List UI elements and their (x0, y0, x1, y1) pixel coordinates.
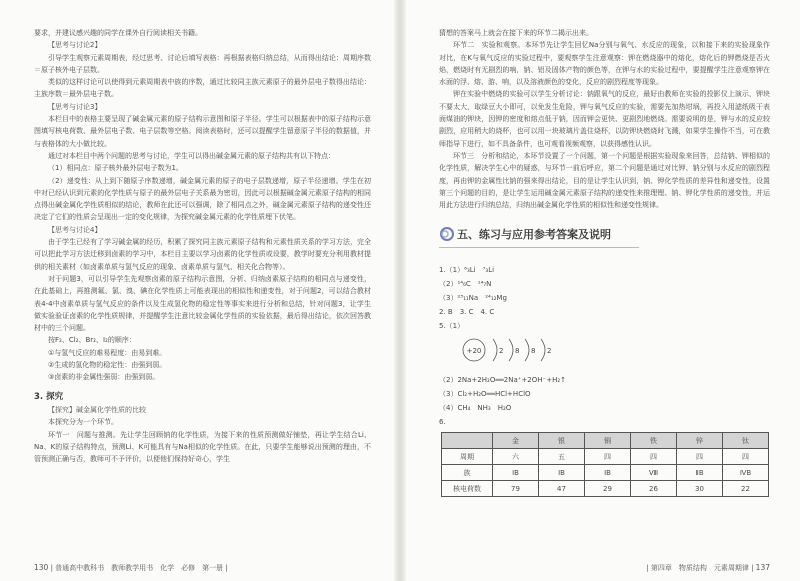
answers (439, 263, 770, 429)
atom-shell-3: 8 (531, 347, 536, 356)
paragraph: 通过对本栏目中两个问题的思考与讨论，学生可以得出碱金属元素的原子结构共有以下特点： (48, 151, 335, 160)
table-row (442, 481, 769, 497)
table-cell: 47 (539, 481, 585, 497)
table-cell: 30 (677, 481, 723, 497)
atom-structure-diagram (459, 335, 569, 365)
left-footer-text: | 普通高中教科书 教师教学用书 化学 必修 第一册 | (50, 564, 228, 572)
page-number-right: 137 (755, 563, 770, 572)
table-cell: Ⅷ (631, 465, 677, 481)
atom-nucleus-label: +20 (466, 347, 482, 356)
table-header-cell: 银 (539, 433, 585, 449)
page-number-left: 130 (34, 563, 49, 572)
paragraph: 引导学生观察元素周期表，经过思考、讨论后填写表格：再根据表格归纳总结，从而得出结论：周期序数＝原子核外电子层数。 (34, 53, 371, 74)
table-cell: ⅡB (677, 465, 723, 481)
paragraph: （1）相同点：原子核外最外层电子数为1。 (48, 164, 183, 173)
element-table-header (442, 433, 769, 449)
paragraph: 本栏目中的表格主要呈现了碱金属元素的原子结构示意图和原子半径。学生可以根据表中的原子结构示意图填写核电荷数、最外层电子数、电子层数等空格。阅读表格时，还可以提醒学生留意原子半径的数据值，并与表格体的大小做比较。 (34, 115, 371, 148)
right-page (403, 0, 800, 581)
paragraph: ③卤素的非金属性强弱：由强到弱。 (48, 373, 160, 382)
subheading: 【思考与讨论2】 (48, 41, 102, 50)
table-header-cell: 铜 (585, 433, 631, 449)
answer-1-2: （2）¹⁴₆C ¹⁴₇N (439, 280, 492, 289)
answer-1-3: （3）²³₁₁Na ²⁴₁₂Mg (439, 294, 507, 303)
section-swirl-icon (439, 227, 455, 241)
atom-shell-4: 2 (547, 347, 552, 356)
paragraph: 由于学生已经有了学习碱金属的经历，积累了探究同主族元素原子结构和元素性质关系的学习方法，完全可以把此学习方法迁移到卤素的学习中，本栏目主要以学习卤素的化学性质或设要，教学时要充分利用教材提供的相关素材（如卤素单质与氢气反应的现象、卤素单质与氢气、相关化合物等）。 (34, 238, 371, 271)
table-row (442, 449, 769, 465)
section-rule (439, 247, 639, 248)
table-cell: ⅠB (585, 465, 631, 481)
table-cell: ⅣB (723, 465, 769, 481)
answer-5-2: （2）2Na+2H₂O══2Na⁺+2OH⁻+H₂↑ (439, 376, 567, 385)
table-cell: 29 (585, 481, 631, 497)
answer-1-1: 1.（1）⁶₃Li ⁷₃Li (439, 266, 495, 275)
answer-6: 6. (439, 418, 446, 427)
subheading: 【思考与讨论3】 (48, 102, 102, 111)
left-page-body (34, 27, 371, 465)
paragraph: 环节一 问题与推测。先让学生回顾钠的化学性质，为接下来的性质预测做好铺垫，再让学生结合Li、Na、K的原子结构特点，预测Li、K可能具有与Na相似的化学性质。在此，只要学生能够说出预测的理由，不管预测正确与否，教师可不予评价，以便他们保持好奇心，学生 (34, 430, 371, 464)
paragraph: 猜想的答案马上就会在接下来的环节二揭示出来。 (439, 29, 593, 37)
table-cell: 核电荷数 (442, 481, 493, 497)
paragraph: 钾在实验中燃烧的实验可以学生分析讨论：钠跟氧气的反应，最好由教师在实验的投影仪上演示，钾块不要太大，取绿豆大小即可，以免发生危险，钾与氧气反应的实验，需要先加热坩埚，再投入用滤纸吸干表面煤油的钾块，因钾的密度和熔点低于钠，因而钾会更快、更剧烈地燃烧。需要说明的是，钾与水的反应较剧烈，应用稍大的烧杯，也可以用一块玻璃片盖住烧杯，以防钾块燃烧时飞溅，如果学生操作不当，可在教师指导下进行，如不具备条件，也可观看视频观察，以获得感性认识。 (439, 90, 770, 148)
answer-5-1: 5.（1） (439, 322, 465, 331)
table-cell: 26 (631, 481, 677, 497)
subheading: 【思考与讨论4】 (48, 225, 102, 234)
right-page-body (439, 27, 770, 211)
subheading: 【探究】碱金属化学性质的比较 (48, 405, 146, 414)
table-header-cell: 钛 (723, 433, 769, 449)
paragraph: 要求，并建议感兴趣的同学在课外自行阅读相关书籍。 (34, 29, 202, 37)
section-heading (439, 221, 770, 251)
paragraph: 类似的这样讨论可以使得到元素周期表中族的序数，通过比较同主族元素原子的最外层电子数得出结论：主族序数＝最外层电子数。 (34, 78, 371, 99)
paragraph: 环节三 分析和结论，本环节设置了一个问题，第一个问题是根据实验现象来回答，总结钠、钾相似的化学性质，解决学生心中的疑惑，与环节一前后呼应，第二个问题是通过对比钾、钠分别与水反应的剧烈程度，再由钾的金属性比钠的强来得出结论，目的是让学生认识到，钠、钾化学性质的差异性和递变性，设置第三个问题的目的，是让学生运用碱金属元素原子结构的递变性来推理锂、钠、钾化学性质的递变性，并运用此方法进行归纳总结，归纳出碱金属化学性质的相似性和递变性规律。 (439, 151, 770, 210)
section-title: 五、练习与应用参考答案及说明 (457, 228, 611, 242)
left-page (0, 0, 397, 581)
paragraph: 本探究分为一个环节。 (48, 418, 118, 427)
table-header-cell: 金 (493, 433, 539, 449)
paragraph: ①与氢气反应的难易程度：由易到难。 (48, 348, 167, 357)
right-footer-text: | 第四章 物质结构 元素周期律 | (646, 564, 754, 572)
table-header-cell: 锌 (677, 433, 723, 449)
paragraph: 按F₂、Cl₂、Br₂、I₂的顺序： (48, 336, 136, 345)
table-header-cell: 铁 (631, 433, 677, 449)
section-heading: 3. 探究 (34, 391, 64, 402)
table-cell: 四 (631, 449, 677, 465)
table-cell: 五 (539, 449, 585, 465)
paragraph: ②生成的氢化物的稳定性：由强到弱。 (48, 361, 167, 370)
atom-shell-2: 8 (515, 347, 520, 356)
table-cell: 四 (723, 449, 769, 465)
paragraph: （2）递变性：从上到下随原子序数递增，碱金属元素的原子的电子层数递增，原子半径递增。学生在初中对已经认识到元素的化学性质与原子的最外层电子关系最为密切，因此可以根据碱金属元素原子结构的相同点得出碱金属化学性质相似的结论，教师在此还可以强调，除了相同点之外，碱金属元素原子结构的递变性还决定了它们的性质会呈现出一定的变化规律，为探究碱金属元素的化学性质埋下伏笔。 (34, 176, 371, 222)
table-cell: 周期 (442, 449, 493, 465)
table-cell: 四 (585, 449, 631, 465)
right-footer (646, 563, 770, 573)
left-footer (34, 563, 228, 573)
answer-5-3: （3）Cl₂+H₂O══HCl+HClO (439, 390, 531, 399)
element-table (441, 432, 769, 497)
paragraph: 对于问题3，可以引导学生先观察卤素的原子结构示意图，分析、归纳卤素原子结构的相同点与递变性，在此基础上，再推测氟、氯、溴、碘在化学性质上可能表现出的相似性和递变性，对于问题2，可以结合教材表4-4中卤素单质与氢气反应的条件以及生成氢化物的稳定性等事实来进行分析和总结，针对问题3，让学生做实验验证卤素的化学性质规律，并提醒学生注意比较金属化学性质的实验依据，最后得出结论，依次回答教材中的三个问题。 (34, 274, 371, 333)
table-cell: 族 (442, 465, 493, 481)
table-cell: 四 (677, 449, 723, 465)
answer-5-4: （4）CH₄ NH₃ H₂O (439, 404, 512, 413)
table-cell: ⅠB (539, 465, 585, 481)
answer-2-4: 2. B 3. C 4. C (439, 308, 495, 317)
table-cell: 六 (493, 449, 539, 465)
table-header-cell (442, 433, 493, 449)
table-row (442, 465, 769, 481)
paragraph: 环节二 实验和观察。本环节先让学生回忆Na分别与氧气、水反应的现象，以和接下来的实验现象作对比，在K与氧气反应的实验过程中，要观察学生注意观察：钾在燃烧器中的熔化，熔化后的钾燃烧是否火焰，燃烧时有无剧烈的响，钠、铝及固体产物的颜色等，在钾与水的实验过程中，要提醒学生注意观察钾在水面的浮、熔、游、响，以及溶液颜色的变化，反应的剧烈程度等现象。 (439, 41, 770, 87)
table-cell: ⅠB (493, 465, 539, 481)
table-cell: 22 (723, 481, 769, 497)
table-cell: 79 (493, 481, 539, 497)
atom-shell-1: 2 (499, 347, 504, 356)
